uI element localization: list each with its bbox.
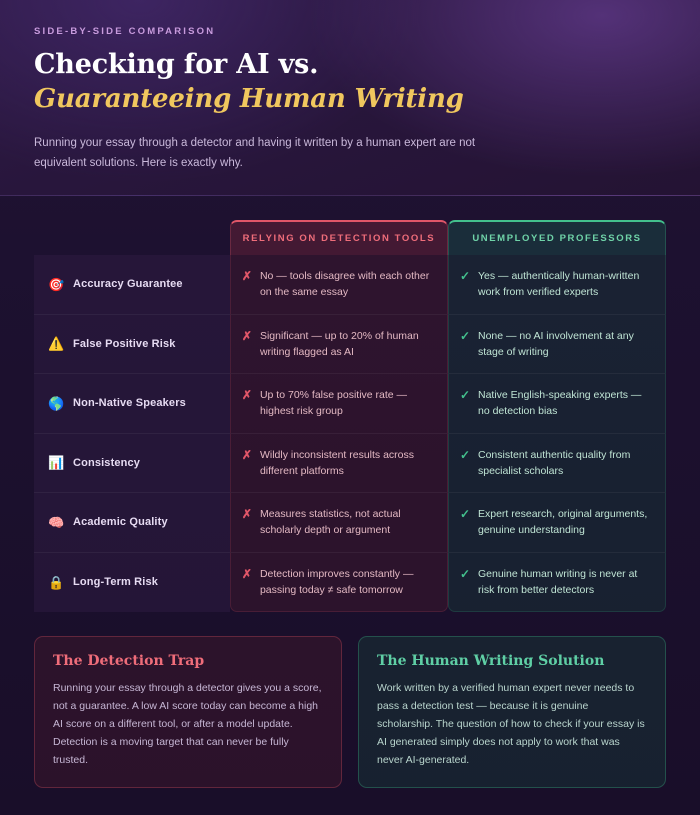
cross-icon: ✗ (241, 269, 252, 283)
check-icon: ✓ (459, 328, 470, 343)
feature-label: Non-Native Speakers (73, 397, 186, 410)
human-cell (448, 315, 666, 375)
human-text: Expert research, original arguments, genuine understanding (478, 508, 648, 537)
table-row (34, 255, 666, 315)
table-row (34, 493, 666, 553)
feature-cell (34, 315, 230, 375)
human-cell (448, 553, 666, 613)
human-text: Consistent authentic quality from specialist scholars (478, 448, 631, 477)
feature-label: Accuracy Guarantee (73, 278, 183, 291)
table-header-detection: RELYING ON DETECTION TOOLS (230, 220, 448, 255)
human-cell (448, 493, 666, 553)
detection-text: Measures statistics, not actual scholarly depth or argument (259, 508, 401, 537)
table-body (34, 255, 666, 612)
check-icon: ✓ (459, 507, 470, 522)
feature-label: Consistency (73, 456, 141, 469)
feature-label: False Positive Risk (73, 337, 176, 350)
detection-cell (230, 315, 448, 375)
cross-icon: ✗ (241, 507, 252, 522)
detection-text: No — tools disagree with each other on the same essay (259, 270, 430, 299)
detection-cell (230, 493, 448, 553)
table-row (34, 553, 666, 613)
detection-cell (230, 434, 448, 494)
eyebrow-label: SIDE-BY-SIDE COMPARISON (34, 26, 216, 37)
cross-icon: ✗ (241, 328, 252, 343)
table-header (34, 220, 666, 255)
feature-cell (34, 434, 230, 494)
comparison-table-container (0, 196, 700, 612)
detection-text: Up to 70% false positive rate — highest risk group (259, 389, 408, 418)
feature-cell (34, 255, 230, 315)
human-cell (448, 374, 666, 434)
detection-text: Significant — up to 20% of human writing flagged as AI (259, 329, 419, 358)
detection-trap-title: The Detection Trap (53, 653, 205, 670)
page-subtitle: Running your essay through a detector and having it written by a human expert are not equivalent solutions. Here is exactly why. (34, 136, 476, 169)
feature-label: Academic Quality (73, 516, 168, 529)
comparison-table (34, 220, 666, 612)
page-header (0, 0, 700, 196)
detection-cell (230, 553, 448, 613)
human-solution-title: The Human Writing Solution (377, 653, 605, 670)
human-text: Native English-speaking experts — no detection bias (478, 389, 642, 418)
table-row (34, 374, 666, 434)
detection-cell (230, 255, 448, 315)
cross-icon: ✗ (241, 388, 252, 403)
cross-icon: ✗ (241, 566, 252, 581)
human-text: Genuine human writing is never at risk from better detectors (478, 567, 638, 596)
human-solution-body: Work written by a verified human expert never needs to pass a detection test — because it is genuine scholarship. The question of how to check if your essay is AI generated simply does not apply to work that was never AI-generated. (377, 682, 645, 767)
human-cell (448, 434, 666, 494)
check-icon: ✓ (459, 388, 470, 403)
table-row (34, 315, 666, 375)
lock-icon: 🔒 (48, 574, 65, 590)
page-title-emphasis: Guaranteeing Human Writing (34, 83, 464, 114)
human-text: None — no AI involvement at any stage of writing (478, 329, 634, 358)
target-icon: 🎯 (48, 276, 65, 292)
detection-trap-body: Running your essay through a detector gives you a score, not a guarantee. A low AI score today can become a high AI score on a different tool, or after a model update. Detection is a moving target that can never be fully trusted. (53, 682, 322, 767)
check-icon: ✓ (459, 269, 470, 283)
page-title: Checking for AI vs. (34, 49, 319, 80)
summary-cards (0, 612, 700, 810)
cross-icon: ✗ (241, 447, 252, 462)
check-icon: ✓ (459, 566, 470, 581)
detection-trap-card (34, 636, 342, 788)
human-text: Yes — authentically human-written work from verified experts (478, 270, 640, 299)
feature-cell (34, 493, 230, 553)
globe-icon: 🌎 (48, 395, 65, 411)
detection-text: Wildly inconsistent results across different platforms (259, 448, 415, 477)
check-icon: ✓ (459, 447, 470, 462)
brain-icon: 🧠 (48, 514, 65, 530)
table-header-human: UNEMPLOYED PROFESSORS (448, 220, 666, 255)
feature-cell (34, 374, 230, 434)
table-row (34, 434, 666, 494)
chart-icon: 📊 (48, 455, 65, 471)
table-header-blank (34, 220, 230, 255)
warning-icon: ⚠️ (48, 336, 65, 352)
feature-cell (34, 553, 230, 613)
human-cell (448, 255, 666, 315)
feature-label: Long-Term Risk (73, 576, 159, 589)
detection-cell (230, 374, 448, 434)
detection-text: Detection improves constantly — passing today ≠ safe tomorrow (259, 567, 414, 596)
human-solution-card (358, 636, 666, 788)
